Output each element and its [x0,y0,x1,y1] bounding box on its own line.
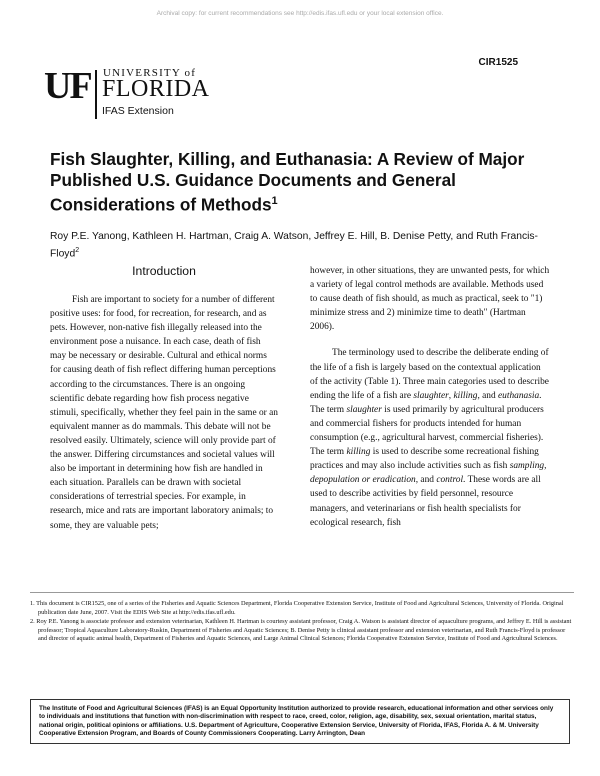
footnote-1: 1. This document is CIR1525, one of a series of the Fisheries and Aquatic Sciences Department, Florida Cooperative Extension Service, Institute of Food and Agricultural Sciences, University of Florida. Original publication date June, 2007. Visit the EDIS Web Site at http://edis.ifas.ufl.edu. [30,600,564,616]
section-heading-introduction: Introduction [132,264,196,278]
footnote-divider [30,592,574,593]
document-title [50,149,550,216]
column-left [50,264,278,533]
continued-paragraph: however, in other situations, they are unwanted pests, for which a variety of legal control methods are available. Methods used to cause death of fish should, as much as practical, seek to "1) minimize stress and 2) minimize time to death" (Hartman 2006). [310,266,550,333]
logo-university-of: UNIVERSITY of [103,67,197,79]
title-text: Fish Slaughter, Killing, and Euthanasia: A Review of Major Published U.S. Guidance Documents and General Considerations of Methods [50,149,525,215]
logo-florida: FLORIDA [102,76,210,102]
uf-ifas-logo [44,67,224,123]
title-footnote-ref: 1 [271,195,278,207]
footnotes [30,600,575,645]
document-code: CIR1525 [478,57,518,68]
footnote-2: 2. Roy P.E. Yanong is associate professor and extension veterinarian, Kathleen H. Hartman is courtesy assistant professor, Craig A. Watson is assistant director of aquaculture programs, and Jeffrey E. Hill is assistant professor; Tropical Aquaculture Laboratory-Ruskin, Department of Fisheries and Aquatic Sciences; B. Denise Petty is clinical assistant professor and extension veterinarian, and Ruth Francis-Floyd is professor and director of aquatic animal health, Department of Fisheries and Aquatic Sciences, and Large Animal Clinical Sciences; Florida Cooperative Extension Service, Institute of Food and Agricultural Sciences. [30,618,572,642]
logo-divider [95,70,97,119]
author-list [50,230,540,261]
authors-text: Roy P.E. Yanong, Kathleen H. Hartman, Craig A. Watson, Jeffrey E. Hill, B. Denise Petty, and Ruth Francis-Floyd [50,231,538,260]
logo-ifas-extension: IFAS Extension [102,105,174,117]
logo-uf: UF [44,65,91,107]
terminology-paragraph: The terminology used to describe the deliberate ending of the life of a fish is largely based on the contextual application of the activity (Table 1). Three main categories used to describe ending the life of a fish are slaughter, killing, and euthanasia. The term slaughter is used primarily by agricultural producers and commercial fishers for products intended for human consumption (e.g., agricultural harvest, commercial fisheries). The term killing is used to describe some recreational fishing practices and may also include activities such as fish sampling, depopulation or eradication, and control. These words are all used to describe activities by field personnel, resource managers, and veterinarians or fish health specialists for ecological research, fish [310,348,549,528]
equal-opportunity-statement: The Institute of Food and Agricultural Sciences (IFAS) is an Equal Opportunity Institution authorized to provide research, educational information and other services only to individuals and institutions that function with non-discrimination with respect to race, creed, color, religion, age, disability, sex, sexual orientation, marital status, national origin, political opinions or affiliations. U.S. Department of Agriculture, Cooperative Extension Service, University of Florida, IFAS, Florida A. & M. University Cooperative Extension Program, and Boards of County Commissioners Cooperating. Larry Arrington, Dean [30,699,570,744]
column-right [310,264,550,530]
authors-footnote-ref: 2 [75,247,80,254]
archival-note: Archival copy: for current recommendations see http://edis.ifas.ufl.edu or your local extension office. [156,10,444,17]
intro-paragraph: Fish are important to society for a number of different positive uses: for food, for recreation, for research, and as pets. However, non-native fish illegally released into the environment pose a nuisance. In each case, death of fish may be necessary or desirable. Cultural and ethical norms for causing death of fish reflect differing human perceptions according to the circumstances. There is an ongoing scientific debate regarding how fish process negative stimuli, specifically, whether they feel pain in the same or an equivalent manner as do mammals. This debate will not be resolved easily. Ultimately, science will only provide part of the answer. Differing circumstances and societal values will also be important in determining how fish are handled in each situation. Parallels can be drawn with societal considerations of terrestrial species. For example, in research, mice and rats are important laboratory animals; to some, they are valuable pets; [50,295,278,531]
